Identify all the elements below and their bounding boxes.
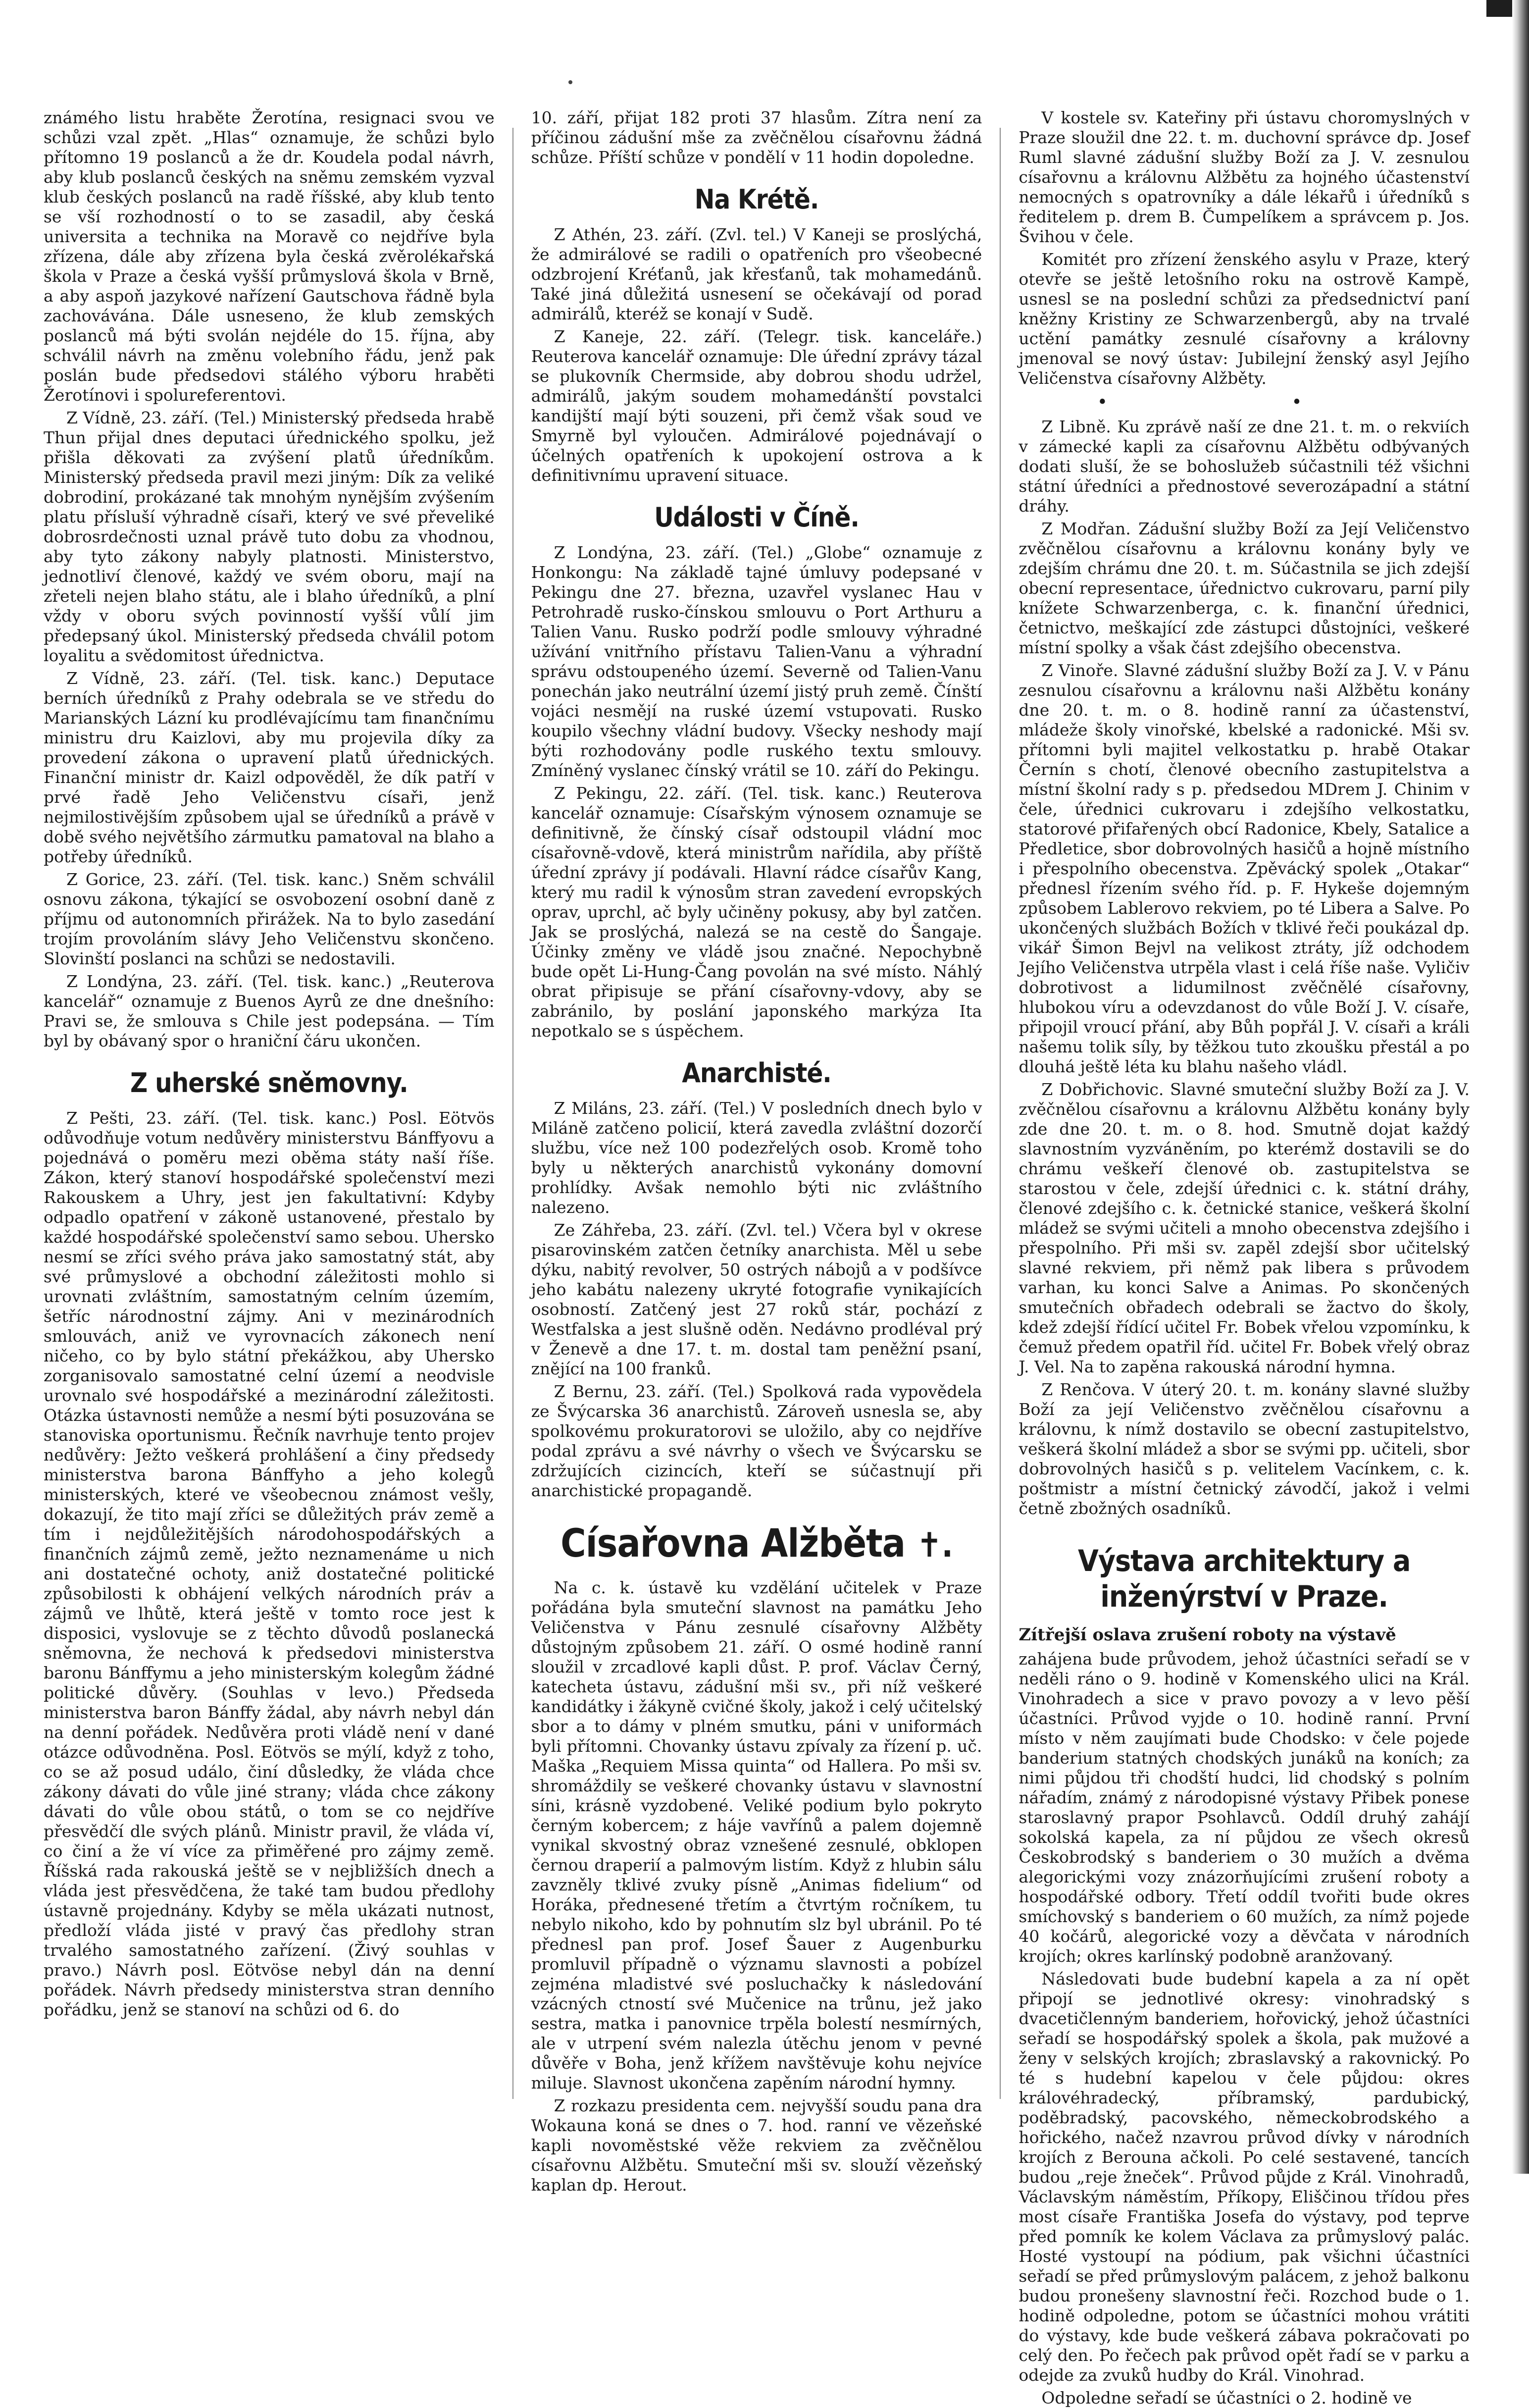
article-text: Z Vinoře. Slavné zádušní služby Boží za J. V. v Pánu zesnulou císařovnu a královnu naši Alžbětu konány dne 20. t. m. o 8. hodině ranní za účastenství, mládeže školy vinořské, kbelské a radonické. Mši sv. přítomni byli majitel velkostatku p. hrabě Otakar Černín s chotí, členové obecního zastupitelstva a místní školní rady s p. předsedou MDrem J. Chinim v čele, úřednici cukrovaru i zdejšího velkostatku, statorové přifařených obcí Radonice, Kbely, Satalice a Předletice, sbor dobrovolných hasičů a hojně místního i přespolního obecenstva. Zpěvácký spolek „Otakar“ přednesl řízením svého říd. p. F. Hykeše dojemným způsobem Lablerovo rekviem, po té Libera a Salve. Po ukončených službách Božích v tklivé řeči poukázal dp. vikář Šimon Bejvl na velikost ztráty, jíž odchodem Jejího Veličenstva utrpěla vlast i celá říše naše. Vyličiv dobrotivost a lidumilnost zvěčnělé císařovny, hlubokou víru a odevzdanost do vůle Boží J. V. císaře, připojil vroucí přání, aby Bůh popřál J. V. císaři a králi našemu tolik síly, by těžkou tuto zkoušku přestál a po dlouhá ještě léta ku blahu našeho vládl. (1019, 661, 1470, 1076)
heading-text: Císařovna Alžběta (561, 1521, 905, 1566)
section-heading: Výstava architektury a inženýrství v Praze. (1078, 1544, 1411, 1614)
article-text: Z Bernu, 23. září. (Tel.) Spolková rada vypovědela ze Švýcarska 36 anarchistů. Zároveň usnesla se, aby spolkovému prokuratorovi se uložilo, aby co nejdříve podal zprávu a své návrhy o všech ve Švýcarsku se zdržujících cizincích, kteří se súčastnují při anarchistické propagandě. (531, 1382, 982, 1500)
article-text: Z Miláns, 23. září. (Tel.) V posledních dnech bylo v Miláně zatčeno policií, která zavedla zvláštní dozorčí službu, více než 100 podezřelých osob. Kromě toho byly u některých anarchistů vykonány domovní prohlídky. Avšak nemohlo býti nic zvláštního nalezeno. (531, 1099, 982, 1217)
article-text: Na c. k. ústavě ku vzdělání učitelek v Praze pořádána byla smuteční slavnost na památku Jeho Veličenstva v Pánu zesnulé císařovny Alžběty důstojným způsobem 21. září. O osmé hodině ranní sloužil v zrcadlové kapli důst. P. prof. Václav Černý, katecheta ústavu, zádušní mši sv., při níž veškeré kandidátky i žákyně cvičné školy, jakož i celý učitelský sbor a to dámy v plném smutku, páni v uniformách byli přítomni. Chovanky ústavu zpívaly za řízení p. uč. Maška „Requiem Missa quinta“ od Hallera. Po mši sv. shromáždily se veškeré chovanky ústavu v slavnostní síni, krásně vyzdobené. Veliké podium bylo pokryto černým kobercem; z háje vavřínů a palem dojemně vynikal skvostný obraz vznešené zesnulé, obklopen černou draperií a palmovým listím. Když z hlubin sálu zavzněly tklivé zvuky písně „Animas fidelium“ od Horáka, přednesené třetím a čtvrtým ročníkem, tu nebylo nikoho, kdo by pohnutím slz byl ubránil. Po té přednesl pan prof. Josef Šauer z Augenburku promluvil případně o významu slavnosti a pobízel zejména mladistvé své posluchačky k následování vzácných ctností své Mučenice na trůnu, jež jako sestra, matka i panovnice trpěla bolestí nesmírných, ale v utrpení svém nalezla útěchu jenom v pevné důvěře v Boha, jenž křížem navštěvuje kohu nejvíce miluje. Slavnost ukončena zapěním národní hymny. (531, 1578, 982, 2093)
article-text: V kostele sv. Kateřiny při ústavu choromyslných v Praze sloužil dne 22. t. m. duchovní správce dp. Josef Ruml slavné zádušní služby Boží za J. V. zesnulou císařovnu a královnu Alžbětu za hojného účastenství nemocných s opatrovníky a dále lékařů i úředníků s ředitelem p. drem B. Čumpelíkem a správcem p. Jos. Švihou v čele. (1019, 108, 1470, 246)
article-text: Odpoledne seřadí se účastníci o 2. hodině ve (1041, 2388, 1412, 2408)
separator-dots: • • (1097, 392, 1391, 413)
article-text: Z Libně. Ku zprávě naší ze dne 21. t. m. o rekviích v zámecké kapli za císařovnu Alžbětu odbývaných dodati sluší, že se bohoslužeb súčastnili též všichni státní úředníci a přednostové severozápadní a státní dráhy. (1019, 417, 1470, 516)
article-text: Ze Záhřeba, 23. září. (Zvl. tel.) Včera byl v okrese pisarovinském zatčen četníky anarchista. Měl u sebe dýku, nabitý revolver, 50 ostrých nábojů a v podšívce jeho kabátu nalezeny ukryté fotografie vynikajících osobností. Zatčený jest 27 roků stár, pochází z Westfalska a jest slušně oděn. Nedávno prodléval prý v Ženevě a dne 17. t. m. dostal tam peněžní psaní, znějící na 100 franků. (531, 1220, 982, 1378)
cross-icon: ✝. (917, 1526, 953, 1565)
column-2 (531, 108, 982, 2195)
article-text: Z Modřan. Zádušní služby Boží za Její Veličenstvo zvěčnělou císařovnu a královnu konány byly ve zdejším chrámu dne 20. t. m. Súčastnila se jich zdejší obecní representace, úřednictvo cukrovaru, parní pily knížete Schwarzenberga, c. k. finanční úřednici, četnictvo, meškající zde zástupci důstojníci, veškeré místní spolky a však část zdejšího obecenstva. (1019, 519, 1470, 657)
article-text: Z Renčova. V úterý 20. t. m. konány slavné služby Boží za její Veličenstvo zvěčnělou císařovnu a královnu, k nímž dostavilo se obecní zastupitelstvo, veškerá školní mládež a sbor se svými pp. učiteli, sbor dobrovolných hasičů s p. velitelem Vacínkem, c. k. poštmistr a místní četnický závodčí, jakož i velmi četně zbožných osadníků. (1019, 1380, 1470, 1518)
scan-edge (1512, 0, 1529, 2174)
section-heading: Na Krétě. (694, 184, 819, 215)
column-divider (1000, 128, 1001, 2099)
article-text: Z Londýna, 23. září. (Tel. tisk. kanc.) „Reuterova kancelář“ oznamuje z Buenos Ayrů ze dne dnešního: Pravi se, že smlouva s Chile jest podepsána. — Tím byl by obávaný spor o hraniční čáru ukončen. (44, 972, 495, 1050)
section-heading: Z uherské sněmovny. (130, 1067, 408, 1099)
article-text: známého listu hraběte Žerotína, resignaci svou ve schůzi vzal zpět. „Hlas“ oznamuje, že schůzi bylo přítomno 19 poslanců a že dr. Koudela podal návrh, aby klub poslanců českých na sněmu zemském vyzval klub českých poslanců na radě říšské, aby klub tento se vší rozhodností o to se zasadil, aby česká universita a technika na Moravě co nejdříve byla zřízena, dále aby zřízena byla česká zvěrolékařská škola v Praze a česká vyšší průmyslová škola v Brně, a aby aspoň jazykové nařízení Gautschova řádně byla zachovávána. Dále usneseno, že klub zemských poslanců má býti svolán nejdéle do 15. října, aby schválil návrh na změnu volebního řádu, jenž pak poslán bude předsedovi stálého výboru hraběti Žerotínovi i spolureferentovi. (44, 108, 495, 405)
article-text: Z Pekingu, 22. září. (Tel. tisk. kanc.) Reuterova kancelář oznamuje: Císařským výnosem oznamuje se definitivně, že čínský císař odstoupil vládní moc císařovně-vdově, která ministrům nařídila, aby příště úřední zprávy jí podávali. Hlavní rádce císařův Kang, který mu radil k výnosům stran zavedení evropských oprav, uprchl, ač byly učiněny pokusy, aby byl zatčen. Jak se proslýchá, nalezá se na cestě do Šangaje. Účinky změny ve vládě jsou značné. Nepochybně bude opět Li-Hung-Čang povolán na své místo. Náhlý obrat připisuje se přání císařovny-vdovy, aby se zabránilo, by poslání japonského markýza Ita nepotkalo se s úspěchem. (531, 784, 982, 1041)
article-text: zahájena bude průvodem, jehož účastníci seřadí se v neděli ráno o 9. hodině v Komenského ulici na Král. Vinohradech a sice v pravo povozy a v levo pěší účastníci. Průvod vyjde o 10. hodině ranní. První místo v něm zaujímati bude Chodsko: v čele pojede banderium statných chodských junáků na koních; za nimi půjdou tři chodští hudci, lid chodský s polním nářadím, známý z národopisné výstavy Přibek ponese staroslavný prapor Psohlavců. Oddíl druhý zahájí sokolská kapela, za ní půjdou ze všech okresů Českobrodský s banderiem o 30 mužích a dvěma alegorickými vozy znázorňujícími zrušení roboty a hospodářské odbory. Třetí oddíl tvořiti bude okres smíchovský s banderiem o 60 mužích, za nímž pojede 40 kočárů, alegorické vozy a děvčata v národních krojích; okres karlínský podobně aranžovaný. (1019, 1649, 1470, 1966)
section-heading-large (531, 1522, 982, 1567)
section-heading: Události v Číně. (654, 502, 859, 533)
article-text: Z Dobřichovic. Slavné smuteční služby Boží za J. V. zvěčnělou císařovnu a královnu Alžbětu konány byly zde dne 20. t. m. o 8. hod. Smutně dojat každý slavnostním vyzváněním, po kterémž dostavili se do chrámu veškeří členové ob. zastupitelstva se starostou v čele, zdejší úřednici c. k. státní dráhy, členové zdejšího c. k. četnické stanice, veškerá školní mládež se svými učiteli a mnoho obecenstva zdejšího i přespolního. Při mši sv. zapěl zdejší sbor učitelský slavné rekviem, při němž pak libera s průvodem varhan, ku konci Salve a Animas. Po skončených smutečních obřadech odebrali se žactvo do školy, kdež zdejší řídící učitel Fr. Bobek vřelou vzpomínku, k čemuž předem opatřil říd. učitel Fr. Bobek vřelý obraz J. Vel. Na to zapěna rakouská národní hymna. (1019, 1080, 1470, 1376)
article-text: Z Pešti, 23. září. (Tel. tisk. kanc.) Posl. Eötvös odůvodňuje votum nedůvěry ministerstvu Bánffyovu a pojednává o poměru mezi oběma státy naší říše. Zákon, který stanoví hospodářské společenství mezi Rakouskem a Uhry, jest jen fakultativní: Kdyby odpadlo opatření v zákoně ustanovené, přestalo by každé hospodářské společenství samo sebou. Uhersko nesmí se zříci svého práva jako samostatný stát, aby své průmyslové a obchodní záležitosti mohlo si urovnati zvláštním, samostatným celním územím, šetříc národnostní zájmy. Ani v mezinárodních smlouvách, aniž ve vyrovnacích zákonech není ničeho, co by bylo státní překážkou, aby Uhersko zorganisovalo samostatné celní území a neodvisle urovnalo své hospodářské a mezinárodní záležitosti. Otázka ústavnosti nemůže a nesmí býti posuzována se stanoviska oportunismu. Řečník navrhuje tento projev nedůvěry: Ježto veškerá prohlášení a činy předsedy ministerstva barona Bánffyho a jeho kolegů ministerských, které ve všeobecnou známost vešly, dokazují, že tito mají zříci se důležitých práv země a tím i nejdůležitějších národohospodářských a finančních zájmů země, ježto neznamenáme u nich ani dostatečné ochoty, aniž dostatečné politické způsobilosti k obhájení velkých národních práv a zájmů ve lhůtě, která ještě v tomto roce jest k disposici, vyslovuje se z těchto důvodů poslanecká sněmovna, že nechová k předsedovi ministerstva baronu Bánffymu a jeho ministerským kolegům žádné politické důvěry. (Souhlas v levo.) Předseda ministerstva baron Bánffy žádal, aby návrh nebyl dán na denní pořádek. Nedůvěra proti vládě není v dané otázce odůvodněna. Posl. Eötvös se mýlí, když z toho, co se až posud událo, činí důsledky, že vláda chce zákony dávati do vůle jiné strany; vláda chce zákony dávati do vůle obou států, o tom se co nejdříve přesvědčí dle svých plánů. Ministr pravil, že vláda ví, co činí a že ví více za přiměřené pro zájmy země. Říšská rada rakouská ještě se v nejbližších dnech a vláda jest přesvědčena, že také tam budou předlohy ústavně projednány. Kdyby se měla ukázati nutnost, předloží vláda jisté v pravý čas předlohy stran trvalého samostatného zařízení. (Živý souhlas v pravo.) Návrh posl. Eötvöse nebyl dán na denní pořádek. Návrh předsedy ministerstva stran denního pořádku, jenž se stanoví na schůzi od 6. do (44, 1108, 495, 2019)
article-text: Z Gorice, 23. září. (Tel. tisk. kanc.) Sněm schválil osnovu zákona, týkající se osvobození osobní daně z příjmu od autonomních přirážek. Na to bylo zasedání trojím provoláním slávy Jeho Veličenstvu skončeno. Slovinští poslanci na schůzi se nedostavili. (44, 870, 495, 968)
column-divider (512, 128, 513, 2099)
sub-heading: Zítřejší oslava zrušení roboty na výstavě (1019, 1625, 1396, 1645)
article-text: Z Kaneje, 22. září. (Telegr. tisk. kanceláře.) Reuterova kancelář oznamuje: Dle úřední zprávy tázal se plukovník Chermside, aby dobrou shodu udržel, admirálů, jakým soudem mohamedánští povstalci kandijští mají býti souzeni, při čemž však soud ve Smyrně byl vyloučen. Admirálové pojednávají o účelných opatřeních k upokojení ostrova a k definitivnímu upravení situace. (531, 327, 982, 485)
column-1 (44, 108, 495, 2134)
corner-mark (1486, 0, 1512, 17)
article-text: Následovati bude budební kapela a za ní opět připojí se jednotlivé okresy: vinohradský s dvacetičlenným banderiem, hořovický, jehož účastníci seřadí se hospodářský spolek a škola, pak mužové a ženy v selských krojích; zbraslavský a rakovnický. Po té s hudební kapelou v čele půjdou: okres královéhradecký, příbramský, pardubický, poděbradský, pacovského, německobrodského a hořického, načež nzavrou průvod dívky v národních krojích z Berouna ačkoli. Po celé sestavené, tancích budou „reje žneček“. Průvod půjde z Král. Vinohradů, Václavským náměstím, Příkopy, Eliščinou třídou přes most císaře Františka Josefa do výstavy, pod teprve před pomník ke kolem Václava za průmyslový palác. Hosté vystoupí na pódium, pak všichni účastníci seřadí se před průmyslovým palácem, z jehož balkonu budou pronešeny slavnostní řeči. Rozchod bude o 1. hodině odpoledne, potom se účastníci mohou vrátiti do výstavy, kde bude veškerá zábava pokračovati po celý den. Po řečech pak průvod opět řadí se v parku a odejde za zvuků hudby do Král. Vinohrad. (1019, 1969, 1470, 2385)
column-3 (1019, 108, 1470, 2408)
page-dot (568, 80, 572, 84)
newspaper-page (44, 108, 1470, 2408)
article-text: Z Londýna, 23. září. (Tel.) „Globe“ oznamuje z Honkongu: Na základě tajné úmluvy podepsané v Pekingu dne 27. března, uzavřel vyslanec Hau v Petrohradě rusko-čínskou smlouvu o Port Arthuru a Talien Vanu. Rusko podrží podle smlouvy výhradné užívání vnitřního přístavu Talien-Vanu a výhradní správu odstoupeného území. Severně od Talien-Vanu ponechán jako neutrální území jistý pruh země. Čínští vojáci nesmějí na ruské území vstupovati. Rusko koupilo všechny vládní budovy. Všecky neshody mají býti rozhodovány podle ruského textu smlouvy. Zmíněný vyslanec čínský vrátil se 10. září do Pekingu. (531, 543, 982, 780)
article-text: Z Vídně, 23. září. (Tel.) Ministerský předseda hrabě Thun přijal dnes deputaci úřednického spolku, jež přišla děkovati za zvýšení platů úředníkům. Ministerský předseda pravil mezi jiným: Dík za veliké dobrodiní, prokázané tak mnohým nynějším zvýšením platu přísluší výhradně císaři, který ve své převeliké dobrosrdečnosti uznal právě tuto dobu za vhodnou, aby tyto zákony nabyly platnosti. Ministerstvo, jednotliví členové, každý ve svém oboru, mají na zřeteli nejen blaho státu, ale i blaho úředníků, a plní vždy v oboru svých povinností vyšší vůlí jim předepsaný úkol. Ministerský předseda chválil potom loyalitu a svědomitost úřednictva. (44, 408, 495, 665)
article-text: Z rozkazu presidenta cem. nejvyšší soudu pana dra Wokauna koná se dnes o 7. hod. ranní ve vězeňské kapli novoměstské věže rekviem za zvěčnělou císařovnu Alžbětu. Smuteční mši sv. slouží vězeňský kaplan dp. Herout. (531, 2096, 982, 2195)
article-text: Z Athén, 23. září. (Zvl. tel.) V Kaneji se proslýchá, že admirálové se radili o opatřeních pro všeobecné odzbrojení Kréťanů, jak křesťanů, tak mohamedánů. Také jiná důležitá usnesení se očekávají od porad admirálů, kteréž se konají v Sudě. (531, 225, 982, 323)
article-text: Komitét pro zřízení ženského asylu v Praze, který otevře se ještě letošního roku na ostrově Kampě, usnesl se na poslední schůzi za předsednictví paní kněžny Kristiny ze Schwarzenbergů, aby na trvalé uctění památky zesnulé císařovny a královny jmenoval se nový ústav: Jubilejní ženský asyl Jejího Veličenstva císařovny Alžběty. (1019, 250, 1470, 388)
article-text: 10. září, přijat 182 proti 37 hlasům. Zítra není za příčinou zádušní mše za zvěčnělou císařovnu žádná schůze. Příští schůze v pondělí v 11 hodin dopoledne. (531, 108, 982, 167)
article-text: Z Vídně, 23. září. (Tel. tisk. kanc.) Deputace berních úředníků z Prahy odebrala se ve středu do Marianských Lázní ku prodlévajícímu tam finančnímu ministru dru Kaizlovi, aby mu projevila díky za provedení zákona o upravení platů úřednických. Finanční ministr dr. Kaizl odpověděl, že dík patří v prvé řadě Jeho Veličenstvu císaři, jenž nejmilostivějším způsobem ujal se úředníků a právě v době svého největšího zármutku pamatoval na blaho a potřeby úředníků. (44, 669, 495, 866)
section-heading: Anarchisté. (682, 1057, 831, 1089)
